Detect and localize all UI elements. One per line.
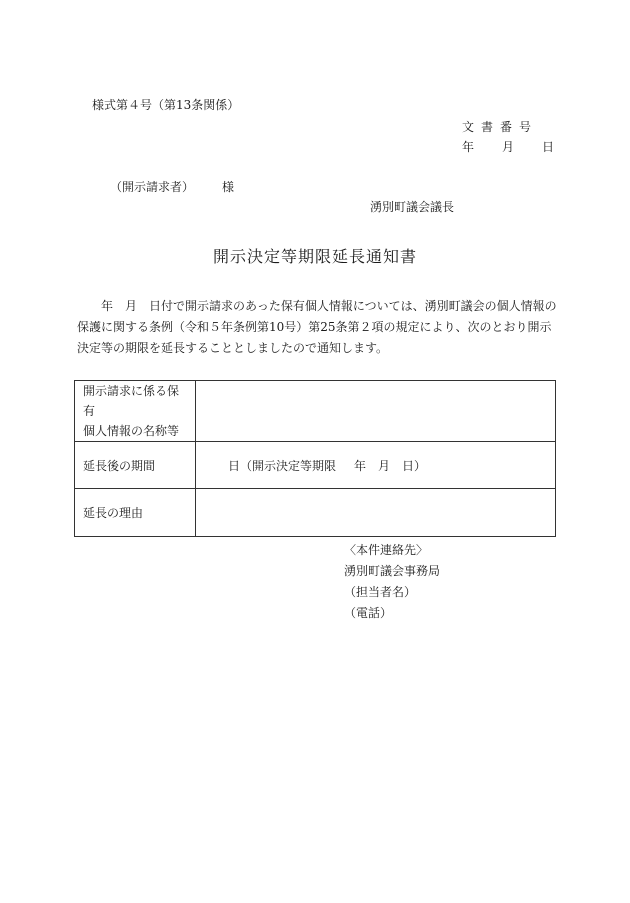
contact-person: （担当者名） [344,585,417,599]
info-name-label [75,381,196,442]
contact-office: 湧別町議会事務局 [344,564,441,578]
period-days: 日 [228,458,241,473]
requester-label: （開示請求者） [110,180,195,194]
extension-reason-value [196,489,556,537]
form-number: 様式第４号（第13条関係） [92,98,240,112]
sender-name: 湧別町議会議長 [370,200,455,214]
date-month: 月 [502,140,515,154]
info-name-label-line2: 個人情報の名称等 [83,424,180,438]
body-line-2: 保護に関する条例（令和５年条例第10号）第25条第２項の規定により、次のとおり開示 [77,320,552,334]
notice-body [77,296,557,359]
extended-period-label: 延長後の期間 [75,442,196,489]
document-title: 開示決定等期限延長通知書 [212,247,417,266]
table-row [75,489,556,537]
contact-block [344,540,440,624]
body-line-1: 年 月 日付で開示請求のあった保有個人情報については、湧別町議会の個人情報の [101,299,557,313]
extension-details-table [74,380,556,537]
extended-period-value [196,442,556,489]
extension-reason-label: 延長の理由 [75,489,196,537]
contact-heading: 〈本件連絡先〉 [344,543,429,557]
requester-line [110,178,234,195]
document-number-label: 文書番号 [462,120,539,134]
requester-honorific: 様 [222,180,235,194]
body-line-3: 決定等の期限を延長することとしましたので通知します。 [77,341,389,355]
period-deadline-label: （開示決定等期限 [240,458,337,473]
info-name-value [196,381,556,442]
period-deadline-date: 年 月 日） [354,458,427,473]
table-row [75,442,556,489]
table-row [75,381,556,442]
issue-date [462,138,554,155]
date-year: 年 [462,140,475,154]
contact-phone: （電話） [344,606,393,620]
info-name-label-line1: 開示請求に係る保有 [83,384,180,418]
date-day: 日 [542,140,555,154]
